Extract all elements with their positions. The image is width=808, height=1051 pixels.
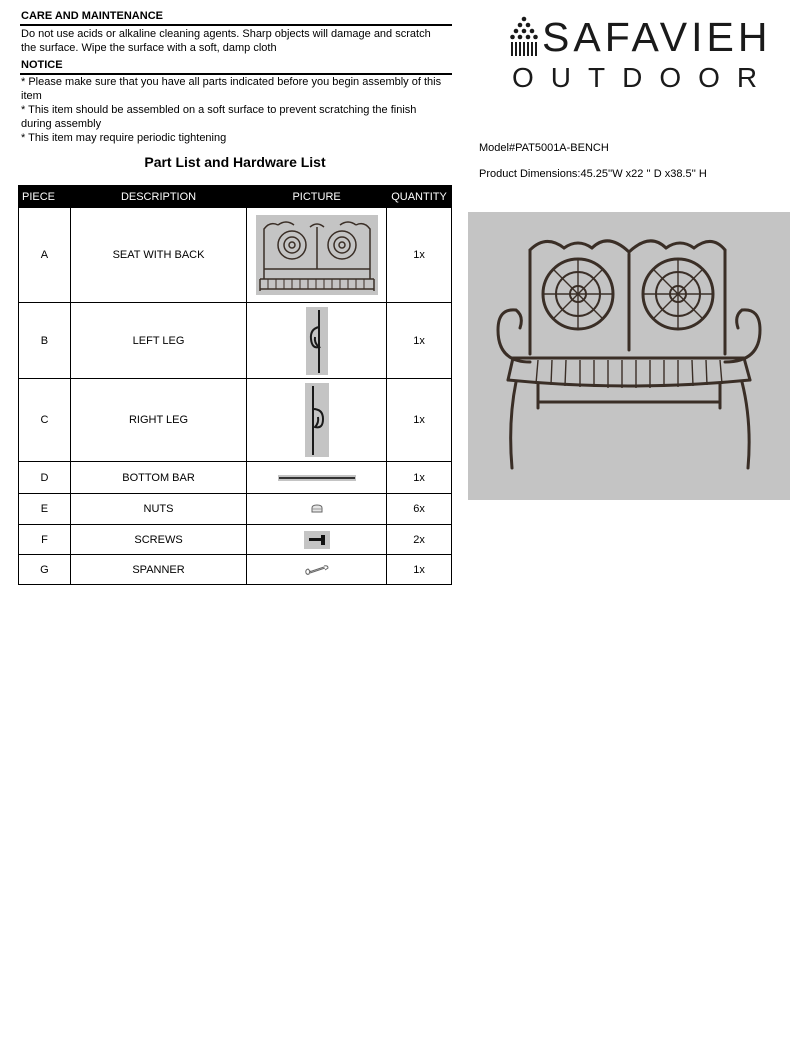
care-heading: CARE AND MAINTENANCE [21, 10, 163, 22]
description-cell: SPANNER [70, 555, 246, 585]
notice-line-4: during assembly [21, 118, 102, 130]
bench-seat-icon [256, 215, 378, 295]
product-dimensions: Product Dimensions:45.25''W x22 '' D x38.5'' H [479, 168, 707, 180]
parts-title: Part List and Hardware List [144, 154, 326, 170]
picture-cell [247, 525, 387, 555]
quantity-cell: 6x [387, 494, 452, 525]
quantity-cell: 2x [387, 525, 452, 555]
notice-line-2: item [21, 90, 42, 102]
picture-cell [247, 494, 387, 525]
pyramid-logo-icon [510, 16, 538, 60]
piece-cell: B [19, 303, 71, 379]
quantity-cell: 1x [387, 303, 452, 379]
header-description: DESCRIPTION [70, 186, 246, 208]
table-row [19, 379, 452, 462]
spanner-icon [304, 564, 330, 576]
picture-cell [247, 462, 387, 494]
description-cell: SCREWS [70, 525, 246, 555]
quantity-cell: 1x [387, 379, 452, 462]
description-cell: LEFT LEG [70, 303, 246, 379]
table-row [19, 555, 452, 585]
bar-icon [278, 474, 356, 482]
quantity-cell: 1x [387, 462, 452, 494]
table-row [19, 494, 452, 525]
brand-subtitle: OUTDOOR [512, 62, 775, 93]
care-line-1: Do not use acids or alkaline cleaning agents. Sharp objects will damage and scratch [21, 28, 431, 40]
header-picture: PICTURE [247, 186, 387, 208]
care-line-2: the surface. Wipe the surface with a soft, damp cloth [21, 42, 277, 54]
brand-logo [508, 14, 778, 94]
quantity-cell: 1x [387, 555, 452, 585]
table-row [19, 462, 452, 494]
header-quantity: QUANTITY [387, 186, 452, 208]
screw-icon [304, 531, 330, 549]
header-piece: PIECE [19, 186, 71, 208]
description-cell: SEAT WITH BACK [70, 208, 246, 303]
picture-cell [247, 303, 387, 379]
picture-cell [247, 555, 387, 585]
notice-line-5: * This item may require periodic tightening [21, 132, 227, 144]
care-divider [20, 24, 452, 26]
table-row [19, 525, 452, 555]
nut-icon [310, 504, 324, 514]
piece-cell: A [19, 208, 71, 303]
table-header-row [19, 186, 452, 208]
product-photo [468, 212, 790, 500]
left-leg-icon [306, 307, 328, 375]
table-row [19, 303, 452, 379]
model-number: Model#PAT5001A-BENCH [479, 142, 609, 154]
picture-cell [247, 208, 387, 303]
piece-cell: D [19, 462, 71, 494]
notice-line-1: * Please make sure that you have all parts indicated before you begin assembly of this [21, 76, 442, 88]
bench-photo-icon [468, 212, 790, 500]
picture-cell [247, 379, 387, 462]
piece-cell: F [19, 525, 71, 555]
quantity-cell: 1x [387, 208, 452, 303]
description-cell: BOTTOM BAR [70, 462, 246, 494]
brand-name: SAFAVIEH [542, 14, 772, 60]
parts-table [18, 185, 452, 585]
notice-heading: NOTICE [21, 59, 63, 71]
right-leg-icon [305, 383, 329, 457]
piece-cell: C [19, 379, 71, 462]
table-row [19, 208, 452, 303]
notice-line-3: * This item should be assembled on a soft surface to prevent scratching the finish [21, 104, 417, 116]
description-cell: RIGHT LEG [70, 379, 246, 462]
piece-cell: G [19, 555, 71, 585]
description-cell: NUTS [70, 494, 246, 525]
piece-cell: E [19, 494, 71, 525]
